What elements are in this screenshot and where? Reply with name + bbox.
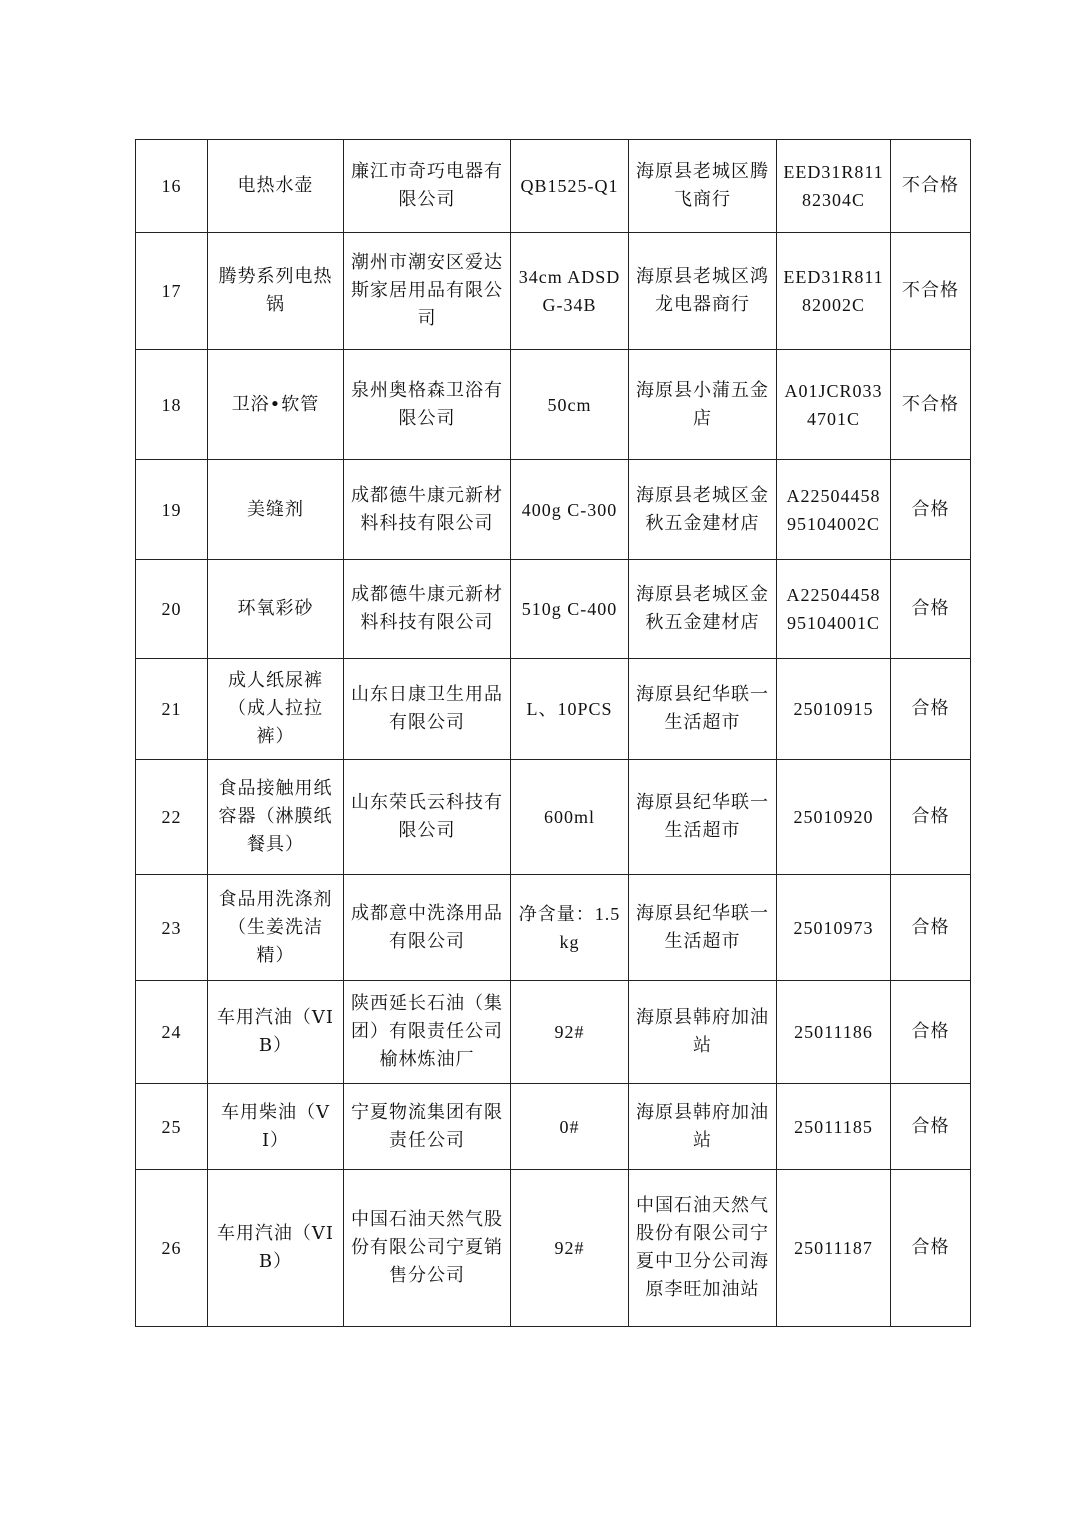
row-number: 18	[136, 350, 208, 460]
sample-number: 25010920	[777, 760, 891, 875]
table-row	[136, 875, 971, 981]
result: 合格	[891, 560, 971, 659]
table-row	[136, 140, 971, 233]
product-name: 腾势系列电热锅	[208, 233, 344, 350]
model-spec: 400g C-300	[511, 460, 629, 560]
manufacturer: 泉州奥格森卫浴有限公司	[344, 350, 511, 460]
seller: 海原县老城区鸿龙电器商行	[629, 233, 777, 350]
product-name: 美缝剂	[208, 460, 344, 560]
inspection-results-table	[135, 139, 971, 1327]
table-row	[136, 460, 971, 560]
result: 合格	[891, 460, 971, 560]
manufacturer: 中国石油天然气股份有限公司宁夏销售分公司	[344, 1170, 511, 1327]
product-name: 卫浴•软管	[208, 350, 344, 460]
manufacturer: 山东荣氏云科技有限公司	[344, 760, 511, 875]
table-row	[136, 560, 971, 659]
sample-number: EED31R81182304C	[777, 140, 891, 233]
row-number: 19	[136, 460, 208, 560]
seller: 海原县老城区腾飞商行	[629, 140, 777, 233]
row-number: 21	[136, 659, 208, 760]
row-number: 24	[136, 981, 208, 1084]
sample-number: 25011186	[777, 981, 891, 1084]
result: 合格	[891, 1084, 971, 1170]
table-row	[136, 659, 971, 760]
model-spec: 92#	[511, 981, 629, 1084]
manufacturer: 宁夏物流集团有限责任公司	[344, 1084, 511, 1170]
result: 合格	[891, 1170, 971, 1327]
product-name: 成人纸尿裤（成人拉拉裤）	[208, 659, 344, 760]
sample-number: A2250445895104001C	[777, 560, 891, 659]
product-name: 车用汽油（VIB）	[208, 1170, 344, 1327]
model-spec: 510g C-400	[511, 560, 629, 659]
result: 不合格	[891, 350, 971, 460]
seller: 海原县老城区金秋五金建材店	[629, 560, 777, 659]
model-spec: 92#	[511, 1170, 629, 1327]
product-name: 食品用洗涤剂（生姜洗洁精）	[208, 875, 344, 981]
sample-number: 25011187	[777, 1170, 891, 1327]
sample-number: 25010915	[777, 659, 891, 760]
sample-number: EED31R81182002C	[777, 233, 891, 350]
row-number: 16	[136, 140, 208, 233]
manufacturer: 成都德牛康元新材料科技有限公司	[344, 460, 511, 560]
sample-number: A2250445895104002C	[777, 460, 891, 560]
product-name: 食品接触用纸容器（淋膜纸餐具）	[208, 760, 344, 875]
sample-number: A01JCR0334701C	[777, 350, 891, 460]
table-row	[136, 1170, 971, 1327]
seller: 海原县纪华联一生活超市	[629, 760, 777, 875]
product-name: 车用汽油（VIB）	[208, 981, 344, 1084]
seller: 海原县纪华联一生活超市	[629, 659, 777, 760]
model-spec: QB1525-Q1	[511, 140, 629, 233]
seller: 海原县韩府加油站	[629, 981, 777, 1084]
seller: 海原县老城区金秋五金建材店	[629, 460, 777, 560]
product-name: 车用柴油（VI）	[208, 1084, 344, 1170]
result: 合格	[891, 659, 971, 760]
table-row	[136, 760, 971, 875]
manufacturer: 成都德牛康元新材料科技有限公司	[344, 560, 511, 659]
manufacturer: 陕西延长石油（集团）有限责任公司榆林炼油厂	[344, 981, 511, 1084]
seller: 海原县小蒲五金店	[629, 350, 777, 460]
manufacturer: 成都意中洗涤用品有限公司	[344, 875, 511, 981]
row-number: 22	[136, 760, 208, 875]
manufacturer: 廉江市奇巧电器有限公司	[344, 140, 511, 233]
result: 不合格	[891, 233, 971, 350]
model-spec: 0#	[511, 1084, 629, 1170]
seller: 海原县纪华联一生活超市	[629, 875, 777, 981]
row-number: 20	[136, 560, 208, 659]
product-name: 电热水壶	[208, 140, 344, 233]
row-number: 17	[136, 233, 208, 350]
table-row	[136, 350, 971, 460]
sample-number: 25010973	[777, 875, 891, 981]
result: 合格	[891, 760, 971, 875]
model-spec: L、10PCS	[511, 659, 629, 760]
model-spec: 50cm	[511, 350, 629, 460]
result: 合格	[891, 981, 971, 1084]
table-row	[136, 1084, 971, 1170]
result: 合格	[891, 875, 971, 981]
table-row	[136, 233, 971, 350]
manufacturer: 山东日康卫生用品有限公司	[344, 659, 511, 760]
result: 不合格	[891, 140, 971, 233]
seller: 中国石油天然气股份有限公司宁夏中卫分公司海原李旺加油站	[629, 1170, 777, 1327]
manufacturer: 潮州市潮安区爱达斯家居用品有限公司	[344, 233, 511, 350]
seller: 海原县韩府加油站	[629, 1084, 777, 1170]
model-spec: 600ml	[511, 760, 629, 875]
row-number: 23	[136, 875, 208, 981]
row-number: 26	[136, 1170, 208, 1327]
row-number: 25	[136, 1084, 208, 1170]
model-spec: 34cm ADSDG-34B	[511, 233, 629, 350]
sample-number: 25011185	[777, 1084, 891, 1170]
table-row	[136, 981, 971, 1084]
model-spec: 净含量：1.5kg	[511, 875, 629, 981]
product-name: 环氧彩砂	[208, 560, 344, 659]
